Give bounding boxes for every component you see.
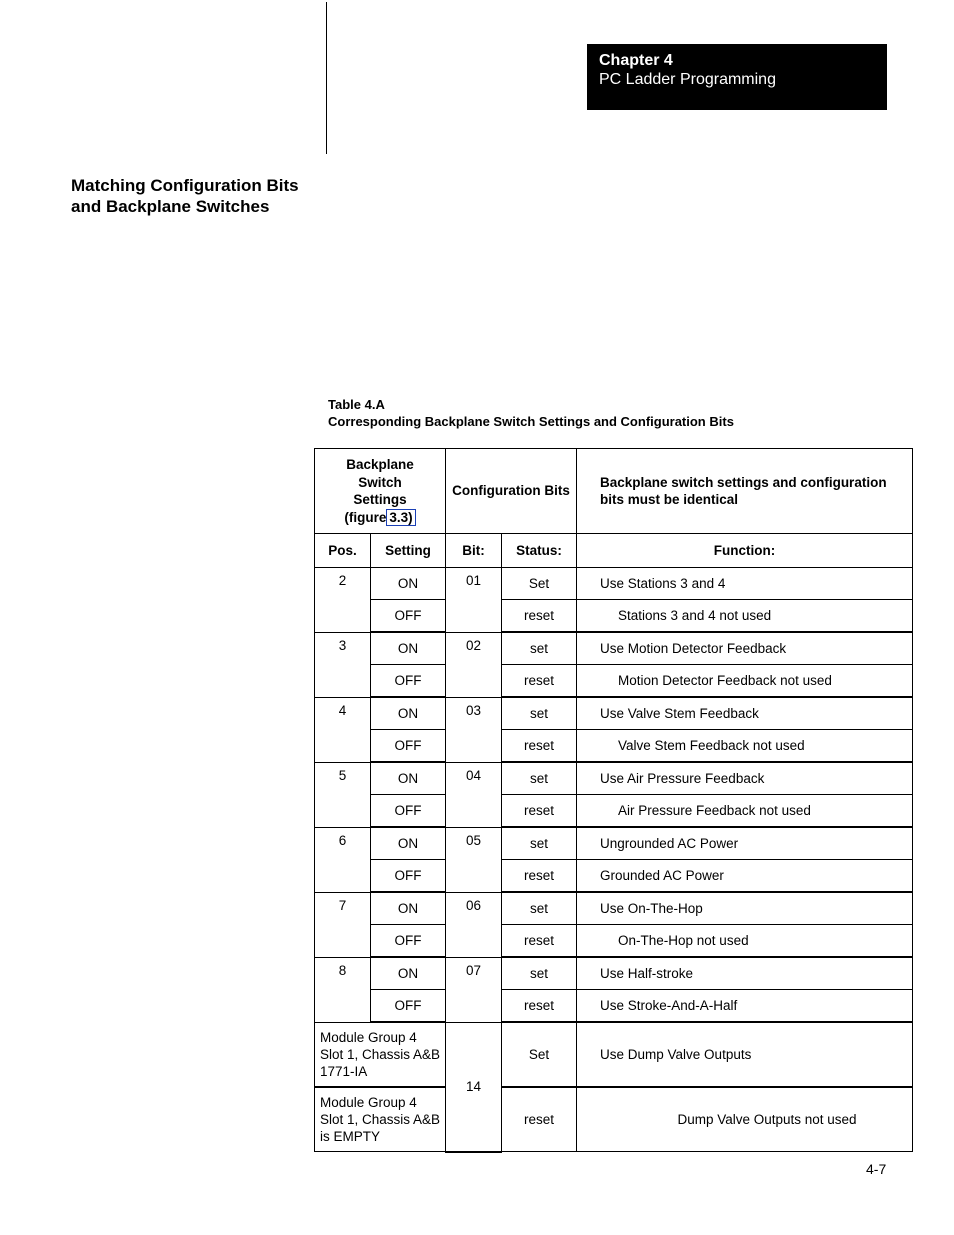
status-cell: reset — [502, 990, 577, 1023]
setting-cell: OFF — [371, 795, 446, 828]
setting-cell: OFF — [371, 600, 446, 633]
pos-cell: 8 — [315, 957, 371, 1022]
table-row — [315, 730, 913, 763]
table-row — [315, 957, 913, 990]
col-function: Function: — [577, 534, 913, 568]
bit-cell: 05 — [446, 827, 502, 892]
status-cell: reset — [502, 795, 577, 828]
status-cell: Set — [502, 1022, 577, 1087]
setting-cell: ON — [371, 632, 446, 665]
setting-cell: ON — [371, 957, 446, 990]
function-cell: Use Half-stroke — [577, 957, 913, 990]
pos-cell: 2 — [315, 568, 371, 633]
setting-cell: ON — [371, 892, 446, 925]
page-number: 4-7 — [866, 1161, 887, 1177]
pos-cell: 3 — [315, 632, 371, 697]
pos-cell: 4 — [315, 697, 371, 762]
status-cell: Set — [502, 568, 577, 600]
col-status: Status: — [502, 534, 577, 568]
status-cell: set — [502, 892, 577, 925]
function-cell: Motion Detector Feedback not used — [577, 665, 913, 698]
status-cell: set — [502, 632, 577, 665]
setting-cell: ON — [371, 568, 446, 600]
function-cell: Use Stroke-And-A-Half — [577, 990, 913, 1023]
function-cell: Dump Valve Outputs not used — [577, 1087, 913, 1152]
table-caption — [328, 396, 734, 430]
bit-cell: 04 — [446, 762, 502, 827]
bit-cell: 03 — [446, 697, 502, 762]
function-cell: Valve Stem Feedback not used — [577, 730, 913, 763]
function-cell: Use Valve Stem Feedback — [577, 697, 913, 730]
function-cell: Grounded AC Power — [577, 860, 913, 893]
function-cell: On-The-Hop not used — [577, 925, 913, 958]
function-cell: Use Dump Valve Outputs — [577, 1022, 913, 1087]
status-cell: reset — [502, 1087, 577, 1152]
pos-cell: 6 — [315, 827, 371, 892]
pos-cell: 7 — [315, 892, 371, 957]
setting-cell: OFF — [371, 925, 446, 958]
bit-cell: 06 — [446, 892, 502, 957]
setting-cell: OFF — [371, 665, 446, 698]
margin-rule — [326, 2, 327, 154]
status-cell: reset — [502, 665, 577, 698]
function-cell: Use Air Pressure Feedback — [577, 762, 913, 795]
table-row — [315, 892, 913, 925]
table-row — [315, 600, 913, 633]
chapter-number: Chapter 4 — [599, 52, 673, 69]
status-cell: reset — [502, 600, 577, 633]
bit-cell: 07 — [446, 957, 502, 1022]
function-cell: Use On-The-Hop — [577, 892, 913, 925]
status-cell: reset — [502, 925, 577, 958]
col-pos: Pos. — [315, 534, 371, 568]
table-row — [315, 795, 913, 828]
table-row — [315, 665, 913, 698]
table-row — [315, 568, 913, 600]
table-caption-id: Table 4.A — [328, 397, 385, 412]
status-cell: set — [502, 762, 577, 795]
status-cell: set — [502, 957, 577, 990]
module-label: Module Group 4 Slot 1, Chassis A&B 1771-IA — [315, 1022, 446, 1087]
header-config-bits: Configuration Bits — [446, 449, 577, 534]
bit-cell: 02 — [446, 632, 502, 697]
module-label: Module Group 4 Slot 1, Chassis A&B is EMPTY — [315, 1087, 446, 1152]
table-row — [315, 632, 913, 665]
figure-link[interactable]: 3.3) — [386, 509, 415, 526]
table-caption-title: Corresponding Backplane Switch Settings and Configuration Bits — [328, 414, 734, 429]
chapter-title: PC Ladder Programming — [599, 71, 776, 88]
function-cell: Stations 3 and 4 not used — [577, 600, 913, 633]
header-note: Backplane switch settings and configuration bits must be identical — [577, 449, 913, 534]
section-heading: Matching Configuration Bits and Backplane Switches — [71, 176, 299, 216]
table-row — [315, 827, 913, 860]
setting-cell: OFF — [371, 990, 446, 1023]
table-row — [315, 990, 913, 1023]
status-cell: reset — [502, 730, 577, 763]
setting-cell: ON — [371, 827, 446, 860]
table-row — [315, 697, 913, 730]
table-row — [315, 925, 913, 958]
table-row — [315, 860, 913, 893]
table-row — [315, 1022, 913, 1087]
bit-cell: 01 — [446, 568, 502, 633]
header-backplane: Backplane Switch Settings (figure 3.3) — [315, 449, 446, 534]
setting-cell: OFF — [371, 860, 446, 893]
function-cell: Use Motion Detector Feedback — [577, 632, 913, 665]
config-table — [314, 448, 913, 1153]
status-cell: reset — [502, 860, 577, 893]
col-bit: Bit: — [446, 534, 502, 568]
chapter-header — [587, 44, 887, 110]
col-setting: Setting — [371, 534, 446, 568]
status-cell: set — [502, 697, 577, 730]
status-cell: set — [502, 827, 577, 860]
function-cell: Air Pressure Feedback not used — [577, 795, 913, 828]
setting-cell: ON — [371, 762, 446, 795]
table-row — [315, 1087, 913, 1152]
function-cell: Use Stations 3 and 4 — [577, 568, 913, 600]
setting-cell: OFF — [371, 730, 446, 763]
setting-cell: ON — [371, 697, 446, 730]
bit-cell: 14 — [446, 1022, 502, 1152]
table-row — [315, 762, 913, 795]
pos-cell: 5 — [315, 762, 371, 827]
function-cell: Ungrounded AC Power — [577, 827, 913, 860]
